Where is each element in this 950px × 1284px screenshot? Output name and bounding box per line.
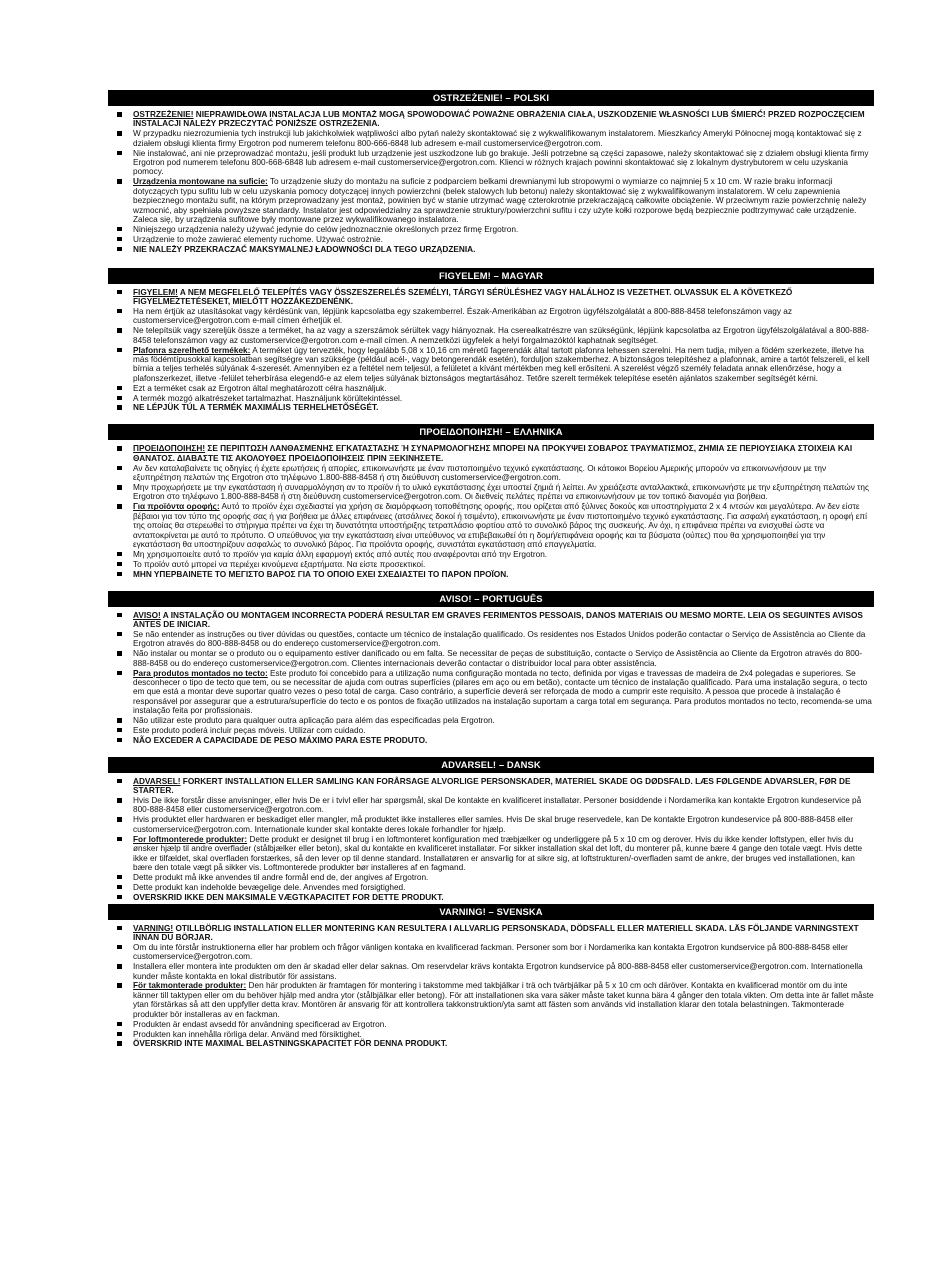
warning-item — [108, 1030, 874, 1039]
warning-item — [108, 611, 874, 630]
warning-item-lead: OSTRZEŻENIE! — [133, 110, 194, 119]
warning-list — [108, 773, 874, 904]
warning-item-text: OTILLBÖRLIG INSTALLATION ELLER MONTERING KAN RESULTERA I ALLVARLIG PERSONSKADA, DÖDSFALL ELLER MATERIELL SKADA. LÄS FÖLJANDE VARNINGSTEXT INNAN DU BÖRJAR. — [133, 923, 859, 942]
bullet-square-icon — [117, 671, 122, 676]
bullet-square-icon — [117, 728, 122, 733]
warning-item-text: Nie instalować, ani nie przeprowadzać montażu, jeśli produkt lub urządzenie jest uszkodzone lub go brakuje. Jeśli potrzebne są części zapasowe, należy skontaktować się z działem obsługi klienta firmy Ergotron pod numerem telefonu 800-668-6848 lub adresem e-mail customerservice@ergotron.com. Klienci w różnych krajach powinni skontaktować się z lokalnym dystrybutorem w celu uzyskania pomocy. — [133, 148, 869, 177]
warning-item — [108, 502, 874, 549]
warnings-document — [108, 90, 874, 1050]
warning-item-text: Το προϊόν αυτό μπορεί να περιέχει κινούμενα εξαρτήματα. Να είστε προσεκτικοί. — [133, 559, 426, 569]
warning-item-text: Dette produkt må ikke anvendes til andre formål end de, der angives af Ergotron. — [133, 872, 429, 882]
section-header: FIGYELEM! – MAGYAR — [108, 268, 874, 284]
bullet-square-icon — [117, 632, 122, 637]
warning-item-text: Hvis produktet eller hardwaren er beskadiget eller mangler, må produktet ikke installeres eller samles. Hvis De skal bruge reservedele, kan De kontakte Ergotron kundeservice på 800-888-8458 eller customerservice@ergotron.com. Internationale kunder skal kontakte deres lokale forhandler for hjælp. — [133, 815, 853, 834]
warning-item-text: ΜΗΝ ΥΠΕΡΒΑΙΝΕΤΕ ΤΟ ΜΕΓΙΣΤΟ ΒΑΡΟΣ ΓΙΑ ΤΟ ΟΠΟΙΟ ΕΧΕΙ ΣΧΕΔΙΑΣΤΕΙ ΤΟ ΠΑΡΟΝ ΠΡΟΪΟΝ. — [133, 569, 509, 579]
bullet-square-icon — [117, 309, 122, 314]
bullet-square-icon — [117, 396, 122, 401]
warning-item — [108, 384, 874, 393]
bullet-square-icon — [117, 247, 122, 252]
warning-item — [108, 893, 874, 902]
section-header: AVISO! – PORTUGUÊS — [108, 591, 874, 607]
warning-item-lead: VARNING! — [133, 923, 174, 933]
section-header: VARNING! – SVENSKA — [108, 904, 874, 920]
warning-item — [108, 726, 874, 735]
warning-item-text: Não utilizar este produto para qualquer outra aplicação para além das especificadas pela Ergotron. — [133, 716, 495, 726]
warning-item — [108, 669, 874, 716]
bullet-square-icon — [117, 651, 122, 656]
bullet-square-icon — [117, 237, 122, 242]
warning-item — [108, 716, 874, 725]
warning-item — [108, 149, 874, 177]
warning-item — [108, 943, 874, 962]
warning-item-text: Ne telepítsük vagy szereljük össze a terméket, ha az vagy a szerszámok sérültek vagy hiányoznak. Ha cserealkatrészre van szükségünk, lépjünk kapcsolatba az Ergotron ügyfélszolgálatával a 800-888-8458 telefonszámon vagy az customerservice@ergotron.com e-mail címen. A nemzetközi ügyfelek a helyi forgalmazóktól kaphatnak segítséget. — [133, 326, 870, 345]
bullet-square-icon — [117, 386, 122, 391]
section-spacer — [108, 581, 874, 591]
warning-item — [108, 129, 874, 148]
warning-item — [108, 981, 874, 1019]
warning-item-text: Não instalar ou montar se o produto ou o equipamento estiver danificado ou em falta. Se necessitar de peças de substituição, contacte o Serviço de Assistência ao Cliente da Ergotron através do 800-888-8458 ou do endereço customerservice@ergotron.com. Clientes internacionais deverão contactar o distribuidor local para obter assistência. — [133, 649, 863, 668]
warning-item-text: Produkten är endast avsedd för användning specificerad av Ergotron. — [133, 1019, 387, 1029]
bullet-square-icon — [117, 562, 122, 567]
bullet-square-icon — [117, 738, 122, 743]
warning-item-text: Ezt a terméket csak az Ergotron által meghatározott célra használjuk. — [133, 383, 387, 393]
warning-item — [108, 649, 874, 668]
warning-item-text: NE LÉPJÜK TÚL A TERMÉK MAXIMÁLIS TERHELHETŐSÉGÉT. — [133, 403, 379, 413]
warning-item-text: ΣΕ ΠΕΡΙΠΤΩΣΗ ΛΑΝΘΑΣΜΕΝΗΣ ΕΓΚΑΤΑΣΤΑΣΗΣ Ή ΣΥΝΑΡΜΟΛΟΓΗΣΗΣ ΜΠΟΡΕΙ ΝΑ ΠΡΟΚΥΨΕΙ ΣΟΒΑΡΟΣ ΤΡΑΥΜΑΤΙΣΜΟΣ, ΖΗΜΙΑ ΣΕ ΠΕΡΙΟΥΣΙΑΚΑ ΣΤΟΙΧΕΙΑ ΚΑΙ ΘΑΝΑΤΟΣ. ΔΙΑΒΑΣΤΕ ΤΙΣ ΑΚΟΛΟΥΘΕΣ ΠΡΟΕΙΔΟΠΟΙΗΣΕΙΣ ΠΡΙΝ ΞΕΚΙΝΗΣΕΤΕ. — [133, 444, 853, 463]
bullet-square-icon — [117, 227, 122, 232]
bullet-square-icon — [117, 718, 122, 723]
section-spacer — [108, 747, 874, 757]
bullet-square-icon — [117, 837, 122, 842]
warning-item — [108, 550, 874, 559]
warning-item-text: Produkten kan innehålla rörliga delar. Använd med försiktighet. — [133, 1029, 362, 1039]
warning-item — [108, 346, 874, 384]
warning-item-text: A NEM MEGFELELŐ TELEPÍTÉS VAGY ÖSSZESZERELÉS SZEMÉLYI, TÁRGYI SÉRÜLÉSHEZ VAGY HALÁLHOZ IS VEZETHET. OLVASSUK EL A KÖVETKEZŐ FIGYELMEZTETÉSEKET, MIELŐTT HOZZÁKEZDENÉNK. — [133, 287, 793, 306]
warning-item-text: Μην προχωρήσετε με την εγκατάσταση ή συναρμολόγηση αν το προϊόν ή το υλικό εγκατάστασης έχει υποστεί ζημιά ή λείπει. Αν χρειάζεστε ανταλλακτικά, επικοινωνήστε με την εξυπηρέτηση πελατών της Ergotron στο τηλέφωνο 1.800-888-8458 ή στη διεύθυνση customerservice@ergotron.com. Οι διεθνείς πελάτες πρέπει να επικοινωνήσουν με τον τοπικό διανομέα για βοήθεια. — [133, 483, 869, 502]
bullet-square-icon — [117, 983, 122, 988]
warning-item-text: A INSTALAÇÃO OU MONTAGEM INCORRECTA PODERÁ RESULTAR EM GRAVES FERIMENTOS PESSOAIS, DANOS MATERIAIS OU MESMO MORTE. LEIA OS SEGUINTES AVISOS ANTES DE INICIAR. — [133, 610, 863, 629]
bullet-square-icon — [117, 446, 122, 451]
warning-item-text: Ha nem értjük az utasításokat vagy kérdésünk van, lépjünk kapcsolatba egy szakemberrel. Észak-Amerikában az Ergotron ügyfélszolgálatát a 800-888-8458 telefonszámon vagy az customerservice@ergotron.com e-mail címen érhetjük el. — [133, 306, 792, 326]
warning-item-lead: Για προϊόντα οροφής: — [133, 502, 220, 512]
bullet-square-icon — [117, 875, 122, 880]
warning-list — [108, 440, 874, 580]
warning-item-text: Dette produkt er designet til brug i en loftmonteret konfiguration med træbjælker og underliggere på 5 x 10 cm og derover. Hvis du ikke kender loftstypen, eller hvis du ønsker hjælp til andre overflader (stålbjælker eller beton), skal du kontakte en kvalificeret installatør. For sikker installation skal det loft, du monterer på, kunne bære 4 gange den totale vægt. Hvis dette ikke er tilfældet, skal overfladen forstærkes, så den lever op til denne standard. Installatøren er ansvarlig for at sikre sig, at loftstrukturen/-overfladen samt de ankre, der bruges ved installationen, kan bære den totale vægt på sikker vis. Loftmonterede produkter bør installeres af en fagmand. — [133, 834, 863, 872]
bullet-square-icon — [117, 112, 122, 117]
warning-item-text: W przypadku niezrozumienia tych instrukcji lub jakichkolwiek wątpliwości albo pytań należy skontaktować się z wykwalifikowanym instalatorem. Mieszkańcy Ameryki Północnej mogą kontaktować się z działem obsługi klienta firmy Ergotron pod numerem telefonu 800-666-6848 lub adresem e-mail customerservice@ergotron.com. — [133, 129, 862, 148]
bullet-square-icon — [117, 151, 122, 156]
bullet-square-icon — [117, 328, 122, 333]
warning-item — [108, 326, 874, 345]
bullet-square-icon — [117, 179, 122, 184]
bullet-square-icon — [117, 779, 122, 784]
section-header: OSTRZEŻENIE! – POLSKI — [108, 90, 874, 106]
warning-item — [108, 962, 874, 981]
warning-item — [108, 307, 874, 326]
bullet-square-icon — [117, 1041, 122, 1046]
warning-item — [108, 736, 874, 745]
warning-item — [108, 1039, 874, 1048]
warning-item-lead: For loftmonterede produkter: — [133, 834, 248, 844]
warning-item — [108, 110, 874, 129]
warning-item-text: Αυτό το προϊόν έχει σχεδιαστεί για χρήση σε διαμόρφωση τοποθέτησης οροφής, που ορίζεται από ξύλινες δοκούς και υποστηρίγματα 2 x 4 ιντσών και μεγαλύτερα. Αν δεν είστε βέβαιοι για τον τύπο της οροφής σας ή για βοήθεια με άλλες επιφάνειες (ατσάλινες δοκοί ή τσιμέντο), επικοινωνήστε με έναν πιστοποιημένο τεχνικό εγκατάστασης. Για ασφαλή εγκατάσταση, η οροφή επί της οποίας θα στερεωθεί το στήριγμα πρέπει να έχει τη δυνατότητα υποστήριξης τετραπλάσιο φορτίου από το συνολικό βάρος της συσκευής. Αν όχι, η επιφάνεια πρέπει να ενισχυθεί ώστε να ανταποκρίνεται με αυτό το πρότυπο. Ο υπεύθυνος για την εγκατάσταση είναι υπεύθυνος να επιβεβαιωθεί ότι η δομή/επιφάνεια οροφής και τα βύσματα (ούπες) που θα χρησιμοποιηθεί για την εγκατάσταση θα υποστηρίζουν ασφαλώς το συνολικό βάρος. Για προϊόντα οροφής, συνιστάται εγκατάσταση από επαγγελματία. — [133, 502, 867, 549]
section-header: ΠΡΟΕΙΔΟΠΟΙΗΣΗ! – ΕΛΛΗΝΙΚΑ — [108, 424, 874, 440]
warning-item — [108, 235, 874, 244]
warning-item-text: Niniejszego urządzenia należy używać jedynie do celów jednoznacznie określonych przez firmę Ergotron. — [133, 224, 519, 234]
warning-item — [108, 560, 874, 569]
warning-item-lead: AVISO! — [133, 610, 161, 620]
warning-item-text: Este produto foi concebido para a utilização numa configuração montada no tecto, definida por vigas e travessas de madeira de 2x4 polegadas e superiores. Se desconhecer o tipo de tecto que tem, ou se necessitar de ajuda com outras superfícies (pilares em aço ou em betão), contacte um técnico de instalação qualificado. Para uma instalação segura, o tecto em que está a montar deve suportar quatro vezes o peso total de carga. Caso contrário, a superfície deverá ser reforçada de modo a cumprir este requisito. A pessoa que procede à instalação é responsável por assegurar que a estrutura/superfície do tecto e os pontos de fixação utilizados na instalação suportam a carga total em segurança. Para produtos montados no tecto, recomenda-se uma instalação feita por profissionais. — [133, 668, 872, 716]
bullet-square-icon — [117, 485, 122, 490]
bullet-square-icon — [117, 405, 122, 410]
warning-item-text: Den här produkten är framtagen för montering i takstomme med takbjälkar i trä och tvärbjälkar på 5 x 10 cm och däröver. Kontakta en kvalificerad montör om du inte känner till taktypen eller om du behöver hjälp med andra ytor (stålbjälkar eller betong). För att installationen ska vara säker måste taket kunna bära 4 gånger den totala vikten. Om detta inte är fallet måste ytan förstärkas så att den uppfyller detta krav. Montören är ansvarig för att kontrollera takkonstruktion/yta samt att fästen som används vid installation klarar den totala belastningen. Takmonterade produkter bör installeras av en fackman. — [133, 981, 874, 1019]
warning-item-text: Μη χρησιμοποιείτε αυτό το προϊόν για καμία άλλη εφαρμογή εκτός από αυτές που αναφέρονται από την Ergotron. — [133, 549, 548, 559]
warning-item — [108, 464, 874, 483]
bullet-square-icon — [117, 885, 122, 890]
warning-item — [108, 177, 874, 224]
warning-item-lead: Plafonra szerelhető termékek: — [133, 345, 251, 355]
warning-item-lead: Para produtos montados no tecto: — [133, 668, 268, 678]
warning-item-lead: FIGYELEM! — [133, 287, 178, 297]
warning-item — [108, 403, 874, 412]
warning-item — [108, 883, 874, 892]
warning-item-text: Este produto poderá incluir peças móveis. Utilizar com cuidado. — [133, 725, 366, 735]
warning-item — [108, 225, 874, 234]
warning-item — [108, 835, 874, 873]
section-spacer — [108, 256, 874, 268]
warning-item — [108, 924, 874, 943]
bullet-square-icon — [117, 613, 122, 618]
warning-item-lead: Urządzenia montowane na suficie: — [133, 177, 268, 187]
warning-item-lead: ΠΡΟΕΙΔΟΠΟΙΗΣΗ! — [133, 444, 206, 454]
warning-list — [108, 284, 874, 415]
warning-item — [108, 815, 874, 834]
bullet-square-icon — [117, 290, 122, 295]
warning-item — [108, 570, 874, 579]
warning-item — [108, 777, 874, 796]
bullet-square-icon — [117, 504, 122, 509]
warning-list — [108, 920, 874, 1051]
section-polski — [108, 90, 874, 268]
bullet-square-icon — [117, 798, 122, 803]
section-svenska — [108, 904, 874, 1051]
section-dansk — [108, 757, 874, 904]
warning-item-text: Dette produkt kan indeholde bevægelige dele. Anvendes med forsigtighed. — [133, 882, 406, 892]
warning-item-text: NÃO EXCEDER A CAPACIDADE DE PESO MÁXIMO PARA ESTE PRODUTO. — [133, 735, 428, 745]
bullet-square-icon — [117, 572, 122, 577]
bullet-square-icon — [117, 945, 122, 950]
bullet-square-icon — [117, 348, 122, 353]
bullet-square-icon — [117, 817, 122, 822]
section-magyar — [108, 268, 874, 425]
warning-item — [108, 796, 874, 815]
bullet-square-icon — [117, 131, 122, 136]
warning-item-text: FORKERT INSTALLATION ELLER SAMLING KAN FORÅRSAGE ALVORLIGE PERSONSKADER, MATERIEL SKADE OG DØDSFALD. LÆS FØLGENDE ADVARSLER, FØR DE STARTER. — [133, 776, 851, 796]
section-portugues — [108, 591, 874, 757]
warning-item-text: Hvis De ikke forstår disse anvisninger, eller hvis De er i tvivl eller har spørgsmål, skal De kontakte en kvalificeret installatør. Personer bosiddende i Nordamerika kan kontakte Ergotron kundeservice på 800-888-8458 eller customerservice@ergotron.com. — [133, 796, 862, 815]
warning-list — [108, 106, 874, 256]
section-header: ADVARSEL! – DANSK — [108, 757, 874, 773]
warning-item — [108, 873, 874, 882]
bullet-square-icon — [117, 552, 122, 557]
bullet-square-icon — [117, 926, 122, 931]
bullet-square-icon — [117, 1022, 122, 1027]
warning-item — [108, 630, 874, 649]
section-ellinika — [108, 424, 874, 590]
warning-item-text: ÖVERSKRID INTE MAXIMAL BELASTNINGSKAPACITET FÖR DENNA PRODUKT. — [133, 1039, 448, 1049]
warning-item-text: Installera eller montera inte produkten om den är skadad eller delar saknas. Om reservdelar krävs kontakta Ergotron kundservice på 800-888-8458 eller customerservice@ergotron.com. Internationella kunder måste kontakta en lokal distributör för assistans. — [133, 962, 863, 981]
warning-item — [108, 394, 874, 403]
warning-item-lead: För takmonterade produkter: — [133, 981, 247, 991]
warning-list — [108, 607, 874, 747]
warning-item — [108, 288, 874, 307]
warning-item-text: Αν δεν καταλαβαίνετε τις οδηγίες ή έχετε ερωτήσεις ή απορίες, επικοινωνήστε με έναν πιστοποιημένο τεχνικό εγκατάστασης. Οι κάτοικοι Βορείου Αμερικής μπορούν να επικοινωνήσουν με την εξυπηρέτηση πελατών της Ergotron στο τηλέφωνο 1.800-888-8458 ή στη διεύθυνση customerservice@ergotron.com. — [133, 463, 827, 483]
bullet-square-icon — [117, 895, 122, 900]
warning-item-text: NIE NALEŻY PRZEKRACZAĆ MAKSYMALNEJ ŁADOWNOŚCI DLA TEGO URZĄDZENIA. — [133, 244, 476, 254]
warning-item-text: Om du inte förstår instruktionerna eller har problem och frågor vänligen kontaka en kvalificerad fackman. Personer som bor i Nordamerika kan kontakta Ergotron kundservice på 800-888-8458 eller customerservice@ergotron.com. — [133, 942, 848, 962]
warning-item — [108, 444, 874, 463]
section-spacer — [108, 414, 874, 424]
warning-item-text: A terméket úgy tervezték, hogy legalább 5,08 x 10,16 cm méretű fagerendák által tartott plafonra lehessen szerelni. Ha nem tudja, milyen a födém szerkezete, illetve ha más födémtípusokkal kapcsolatban segítségre van szüksége (például acél-, vagy betongerendák esetén), forduljon szakemberhez. A biztonságos telepítéshez a plafonnak, amire a tartót felszereli, el kell bírnia a teljes terhelés súlyának 4-szeresét. Amennyiben ez a feltétel nem teljesül, a felületet a kívánt mértékben meg kell erősíteni. A szerelést végző személy feladata annak ellenőrzése, hogy a plafonszerkezet, illetve -felület teherbírása elegendő-e az elem teljes súlyának biztonságos megtartásához. Tetőre szerelt termékek telepítése esetén ajánlatos szakember segítségét kérni. — [133, 345, 870, 383]
warning-item-text: NIEPRAWIDŁOWA INSTALACJA LUB MONTAŻ MOGĄ SPOWODOWAĆ POWAŻNE OBRAŻENIA CIAŁA, USZKODZENIE WŁASNOŚCI LUB ŚMIERĆ! PRZED ROZPOCZĘCIEM INSTALACJI NALEŻY PRZECZYTAĆ PONIŻSZE OSTRZEŻENIA. — [133, 110, 865, 129]
warning-item — [108, 1020, 874, 1029]
bullet-square-icon — [117, 964, 122, 969]
warning-item-text: To urządzenie służy do montażu na suficie z podparciem belkami drewnianymi lub stropowymi o wymiarze co najmniej 5 x 10 cm. W razie braku informacji dotyczących typu sufitu lub w celu uzyskania pomocy dotyczącej innych powierzchni (belek stalowych lub betonu) należy skontaktować się z wykwalifikowanym instalatorem. W celu zapewnienia bezpiecznego montażu sufit, na którym przeprowadzany jest montaż, powinien być w stanie utrzymać wagę czterokrotnie przekraczającą całkowite obciążenie. W przeciwnym razie powierzchnię należy wzmocnić, aby spełniała powyższe standardy. Instalator jest odpowiedzialny za sprawdzenie struktury/powierzchni sufitu i czy użyte kołki rozporowe będą bezpiecznie podtrzymywać całe urządzenie. Zaleca się, by urządzenia sufitowe były montowane przez wykwalifikowanego instalatora. — [133, 177, 867, 224]
bullet-square-icon — [117, 466, 122, 471]
warning-item-text: Se não entender as instruções ou tiver dúvidas ou questões, contacte um técnico de instalação qualificado. Os residentes nos Estados Unidos poderão contactar o Serviço de Assistência ao Cliente da Ergotron através do 800-888-8458 ou do endereço customerservice@ergotron.com. — [133, 629, 866, 649]
warning-item-text: A termék mozgó alkatrészeket tartalmazhat. Használjunk körültekintéssel. — [133, 393, 403, 403]
bullet-square-icon — [117, 1032, 122, 1037]
warning-item-text: OVERSKRID IKKE DEN MAKSIMALE VÆGTKAPACITET FOR DETTE PRODUKT. — [133, 892, 444, 902]
warning-item — [108, 245, 874, 254]
warning-item-lead: ADVARSEL! — [133, 776, 181, 786]
warning-item — [108, 483, 874, 502]
warning-item-text: Urządzenie to może zawierać elementy ruchome. Używać ostrożnie. — [133, 234, 383, 244]
